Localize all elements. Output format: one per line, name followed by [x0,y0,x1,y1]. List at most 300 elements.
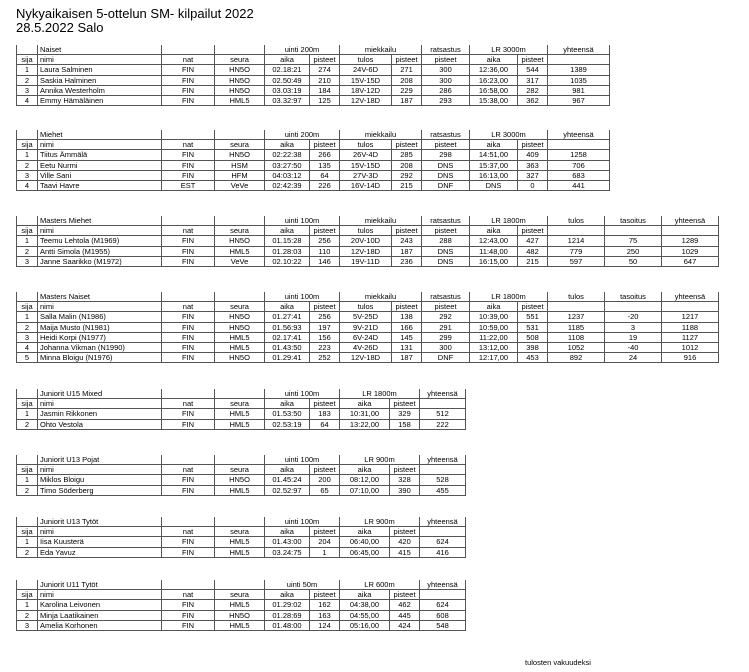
athlete-name: Minna Bloigu (N1976) [38,353,162,363]
result-cell: 204 [310,537,340,547]
section-name: Masters Naiset [38,292,162,302]
column-header-row [17,465,466,475]
event-group-header: LR 600m [340,580,420,590]
column-header: nimi [38,226,162,236]
event-group-header: LR 3000m [470,45,548,55]
column-header: tulos [340,226,392,236]
empty-cell [215,130,265,140]
result-cell: 138 [392,312,422,322]
result-cell: 291 [422,322,470,332]
result-cell: 12V-18D [340,95,392,105]
column-header: aika [470,226,518,236]
column-header: aika [265,140,310,150]
result-cell: 981 [548,85,610,95]
result-cell: 243 [392,236,422,246]
result-cell: 158 [390,419,420,429]
column-header: nimi [38,140,162,150]
event-group-header: yhteensä [662,292,719,302]
results-table [16,45,610,106]
athlete-name: Ohto Vestola [38,419,162,429]
result-cell: 01.29:02 [265,600,310,610]
result-cell: 512 [420,409,466,419]
result-cell: 215 [518,256,548,266]
column-header: pisteet [310,590,340,600]
result-cell: 453 [518,353,548,363]
result-cell: 124 [310,620,340,630]
empty-cell [17,517,38,527]
result-cell: 5 [17,353,38,363]
table-row [17,332,719,342]
result-cell: 24 [605,353,662,363]
result-cell: 1 [17,65,38,75]
result-cell: DNF [422,180,470,190]
result-cell: 300 [422,342,470,352]
result-cell: 10:59,00 [470,322,518,332]
column-header: nat [162,465,215,475]
result-cell: 0 [518,180,548,190]
result-cell: 163 [310,610,340,620]
column-header-row [17,527,466,537]
result-cell: 508 [518,332,548,342]
event-group-header: ratsastus [422,216,470,226]
result-cell: 156 [310,332,340,342]
result-cell: 03.03:19 [265,85,310,95]
section-name: Juniorit U13 Pojat [38,455,162,465]
column-header: aika [265,465,310,475]
event-group-header: miekkailu [340,45,422,55]
result-cell: 03:27:50 [265,160,310,170]
results-table [16,517,466,558]
column-header: seura [215,55,265,65]
result-cell: 162 [310,600,340,610]
empty-cell [162,389,215,399]
empty-cell [162,45,215,55]
athlete-name: Johanna Vikman (N1990) [38,342,162,352]
table-row [17,180,610,190]
result-cell: FIN [162,95,215,105]
section-name: Juniorit U11 Tytöt [38,580,162,590]
result-cell: 1 [17,600,38,610]
result-cell: 05:16,00 [340,620,390,630]
column-header: pisteet [310,226,340,236]
result-cell: 544 [518,65,548,75]
result-cell: VeVe [215,256,265,266]
empty-cell [17,216,38,226]
result-cell: DNS [422,256,470,266]
column-header: pisteet [518,226,548,236]
column-header: pisteet [392,140,422,150]
column-header: aika [470,55,518,65]
table-row [17,620,466,630]
result-cell: 20V-10D [340,236,392,246]
result-cell: 208 [392,75,422,85]
column-header: pisteet [392,55,422,65]
table-row [17,312,719,322]
result-cell: 15:38,00 [470,95,518,105]
result-cell: EST [162,180,215,190]
result-cell: 256 [310,236,340,246]
result-cell: 12V-18D [340,353,392,363]
result-cell: 02:42:39 [265,180,310,190]
results-table [16,455,466,496]
result-cell: 110 [310,246,340,256]
result-cell: FIN [162,537,215,547]
column-header: nat [162,140,215,150]
result-cell: 4 [17,95,38,105]
column-header: aika [340,590,390,600]
result-cell: 482 [518,246,548,256]
result-cell: 3 [17,620,38,630]
result-cell: FIN [162,75,215,85]
result-cell: DNF [422,353,470,363]
result-cell: 50 [605,256,662,266]
column-header: aika [470,302,518,312]
result-cell: 293 [422,95,470,105]
results-table [16,216,719,267]
column-header: sija [17,590,38,600]
result-cell: HML5 [215,485,265,495]
result-cell: 16:23,00 [470,75,518,85]
result-cell: 125 [310,95,340,105]
column-header: pisteet [422,140,470,150]
result-cell: 2 [17,485,38,495]
result-cell: 19V-11D [340,256,392,266]
column-header: pisteet [390,399,420,409]
result-cell: HML5 [215,409,265,419]
result-cell: 01.43:00 [265,537,310,547]
result-cell: 1052 [548,342,605,352]
result-cell: 229 [392,85,422,95]
result-cell: 1 [17,236,38,246]
result-cell: 13:12,00 [470,342,518,352]
result-cell: 409 [518,150,548,160]
result-cell: 14:51,00 [470,150,518,160]
result-cell: 01.43:50 [265,342,310,352]
column-header: tulos [340,140,392,150]
result-cell: 26V-4D [340,150,392,160]
column-header: pisteet [310,465,340,475]
result-cell: 1214 [548,236,605,246]
result-cell: FIN [162,353,215,363]
result-cell: HML5 [215,620,265,630]
result-cell: HML5 [215,537,265,547]
result-cell: 131 [392,342,422,352]
result-cell: 3 [17,85,38,95]
result-cell: 4V-26D [340,342,392,352]
result-cell: DNS [422,170,470,180]
table-row [17,75,610,85]
result-cell: 1188 [662,322,719,332]
result-cell: 300 [422,65,470,75]
result-cell: 3 [17,332,38,342]
result-cell: FIN [162,150,215,160]
result-cell: 1029 [662,246,719,256]
column-header: pisteet [422,226,470,236]
event-group-header: tasoitus [605,216,662,226]
result-cell: 01.48:00 [265,620,310,630]
empty-cell [215,389,265,399]
result-cell: 916 [662,353,719,363]
column-header: sija [17,302,38,312]
result-cell: 683 [548,170,610,180]
result-cell: 1258 [548,150,610,160]
column-header: pisteet [518,302,548,312]
result-cell: 184 [310,85,340,95]
column-header: sija [17,140,38,150]
result-cell: 328 [390,475,420,485]
column-header: nimi [38,527,162,537]
table-row [17,353,719,363]
result-cell: FIN [162,610,215,620]
column-header: pisteet [310,55,340,65]
empty-cell [162,580,215,590]
result-cell: 298 [422,150,470,160]
result-cell: 1 [17,409,38,419]
result-cell: 416 [420,547,466,557]
table-row [17,419,466,429]
result-cell: 1289 [662,236,719,246]
table-row [17,547,466,557]
athlete-name: Salla Malin (N1986) [38,312,162,322]
result-cell: 1108 [548,332,605,342]
result-cell: HN5O [215,85,265,95]
results-table [16,130,610,191]
column-header: nimi [38,590,162,600]
empty-cell [162,216,215,226]
result-cell: 19 [605,332,662,342]
table-row [17,85,610,95]
result-cell: 04:55,00 [340,610,390,620]
result-cell: 01.56:93 [265,322,310,332]
result-cell: FIN [162,85,215,95]
result-cell: 07:10,00 [340,485,390,495]
result-cell: HN5O [215,610,265,620]
table-row [17,485,466,495]
result-cell: 299 [422,332,470,342]
column-header: seura [215,527,265,537]
table-row [17,322,719,332]
result-cell: 24V-6D [340,65,392,75]
column-header-row [17,55,610,65]
result-cell: 274 [310,65,340,75]
result-cell: 13:22,00 [340,419,390,429]
result-cell: 271 [392,65,422,75]
event-group-header: miekkailu [340,292,422,302]
result-cell: 02:22:38 [265,150,310,160]
result-cell: HN5O [215,75,265,85]
result-cell: 551 [518,312,548,322]
result-cell: 02.50:49 [265,75,310,85]
result-cell: 5V-25D [340,312,392,322]
empty-cell [17,45,38,55]
athlete-name: Annika Westerholm [38,85,162,95]
result-cell: 252 [310,353,340,363]
result-cell: 329 [390,409,420,419]
result-cell: 624 [420,537,466,547]
column-header: nat [162,590,215,600]
athlete-name: Karolina Leivonen [38,600,162,610]
result-cell: 317 [518,75,548,85]
column-header: sija [17,226,38,236]
result-cell: 187 [392,353,422,363]
result-cell: FIN [162,170,215,180]
column-header: seura [215,226,265,236]
event-group-header: yhteensä [420,389,466,399]
result-cell: 286 [422,85,470,95]
result-cell: 266 [310,150,340,160]
result-cell: 187 [392,95,422,105]
result-cell: FIN [162,160,215,170]
result-cell: 292 [422,312,470,322]
result-cell: HSM [215,160,265,170]
result-cell: 327 [518,170,548,180]
column-header: pisteet [390,527,420,537]
result-cell: 10:39,00 [470,312,518,322]
result-cell: HFM [215,170,265,180]
section-header-row [17,130,610,140]
athlete-name: Miklos Bloigu [38,475,162,485]
result-cell: 03.32:97 [265,95,310,105]
column-header: nat [162,527,215,537]
result-cell: 1389 [548,65,610,75]
result-cell: 1012 [662,342,719,352]
athlete-name: Minja Laatikainen [38,610,162,620]
result-cell: 892 [548,353,605,363]
column-header: seura [215,465,265,475]
result-cell: 1035 [548,75,610,85]
event-group-header: yhteensä [548,130,610,140]
result-cell: 1 [17,150,38,160]
table-row [17,342,719,352]
result-cell: FIN [162,475,215,485]
result-cell: 02.53:19 [265,419,310,429]
result-cell: 390 [390,485,420,495]
result-cell: 200 [310,475,340,485]
event-group-header: yhteensä [548,45,610,55]
result-cell: FIN [162,65,215,75]
athlete-name: Tiitus Ämmälä [38,150,162,160]
table-row [17,610,466,620]
event-group-header: uinti 200m [265,130,340,140]
result-cell: 183 [310,409,340,419]
column-header: aika [265,590,310,600]
column-header [662,302,719,312]
column-header-row [17,590,466,600]
table-row [17,236,719,246]
empty-cell [215,517,265,527]
result-cell: 3 [17,170,38,180]
result-cell: 08:12,00 [340,475,390,485]
column-header: seura [215,590,265,600]
column-header: sija [17,527,38,537]
result-cell: 12:17,00 [470,353,518,363]
result-cell: HML5 [215,342,265,352]
column-header [605,226,662,236]
event-group-header: LR 1800m [470,216,548,226]
table-row [17,65,610,75]
table-row [17,537,466,547]
result-cell: 608 [420,610,466,620]
empty-cell [17,292,38,302]
table-row [17,150,610,160]
section-header-row [17,216,719,226]
table-row [17,95,610,105]
section-header-row [17,455,466,465]
result-cell: 4 [17,342,38,352]
athlete-name: Timo Söderberg [38,485,162,495]
result-cell: FIN [162,547,215,557]
result-cell: HML5 [215,547,265,557]
result-cell: 1 [17,312,38,322]
result-cell: 04:03:12 [265,170,310,180]
result-cell: 215 [392,180,422,190]
result-cell: FIN [162,236,215,246]
result-cell: 1 [17,537,38,547]
column-header [420,590,466,600]
column-header [548,226,605,236]
column-header: pisteet [518,140,548,150]
result-cell: 2 [17,160,38,170]
result-cell: 03.24:75 [265,547,310,557]
column-header: pisteet [392,226,422,236]
result-cell: 135 [310,160,340,170]
result-cell: 967 [548,95,610,105]
column-header: aika [340,527,390,537]
column-header: nimi [38,302,162,312]
results-table [16,292,719,363]
event-group-header: miekkailu [340,130,422,140]
result-cell: -40 [605,342,662,352]
result-cell: 145 [392,332,422,342]
athlete-name: Laura Salminen [38,65,162,75]
athlete-name: Saskia Halminen [38,75,162,85]
result-cell: 208 [392,160,422,170]
event-group-header: LR 900m [340,517,420,527]
result-cell: 16:13,00 [470,170,518,180]
result-cell: 288 [422,236,470,246]
result-cell: 1217 [662,312,719,322]
event-group-header: ratsastus [422,45,470,55]
table-row [17,256,719,266]
result-cell: 9V-21D [340,322,392,332]
result-cell: 64 [310,170,340,180]
result-cell: 292 [392,170,422,180]
result-cell: HN5O [215,322,265,332]
column-header: pisteet [310,527,340,537]
column-header: pisteet [422,302,470,312]
result-cell: 363 [518,160,548,170]
result-cell: 445 [390,610,420,620]
result-cell: 285 [392,150,422,160]
result-cell: 2 [17,75,38,85]
column-header: pisteet [390,590,420,600]
result-cell: 222 [420,419,466,429]
result-cell: HML5 [215,332,265,342]
column-header: pisteet [422,55,470,65]
result-cell: FIN [162,312,215,322]
athlete-name: Maija Musto (N1981) [38,322,162,332]
result-cell: HML5 [215,600,265,610]
result-cell: 12:43,00 [470,236,518,246]
result-cell: HN5O [215,312,265,322]
column-header: tulos [340,55,392,65]
result-cell: 2 [17,246,38,256]
result-cell: 01.29:41 [265,353,310,363]
result-cell: 18V-12D [340,85,392,95]
column-header [605,302,662,312]
result-cell: HN5O [215,236,265,246]
document-title: Nykyaikaisen 5-ottelun SM- kilpailut 2022 [16,6,254,21]
